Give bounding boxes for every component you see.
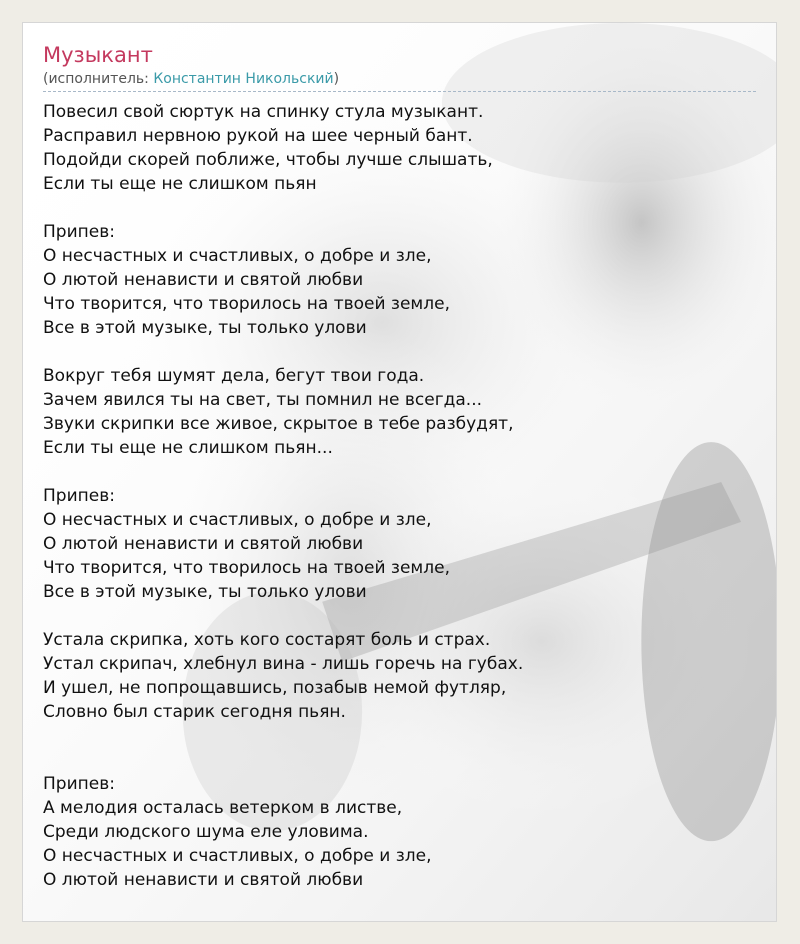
lyric-line: Все в этой музыке, ты только улови [43,318,367,338]
lyric-line: О несчастных и счастливых, о добре и зле, [43,510,432,530]
lyric-line: О несчастных и счастливых, о добре и зле, [43,846,432,866]
lyrics-card [22,22,777,922]
performer-line [43,69,756,92]
lyric-line: Среди людского шума еле уловима. [43,822,369,842]
lyrics-text [43,100,756,892]
lyric-line: Все в этой музыке, ты только улови [43,582,367,602]
stanza-gap [43,196,756,220]
stanza-gap [43,724,756,748]
stanza-gap [43,340,756,364]
performer-prefix: (исполнитель: [43,71,154,87]
lyric-line: Припев: [43,774,115,794]
lyric-line: О лютой ненависти и святой любви [43,870,364,890]
lyric-line: Устал скрипач, хлебнул вина - лишь горечь на губах. [43,654,524,674]
lyric-line: Что творится, что творилось на твоей земле, [43,558,450,578]
lyric-line: Подойди скорей поближе, чтобы лучше слышать, [43,150,493,170]
lyric-line: Припев: [43,486,115,506]
stanza-gap [43,604,756,628]
artist-link[interactable]: Константин Никольский [153,71,334,87]
lyric-line: И ушел, не попрощавшись, позабыв немой футляр, [43,678,507,698]
lyric-line: О несчастных и счастливых, о добре и зле, [43,246,432,266]
lyric-line: Расправил нервною рукой на шее черный бант. [43,126,473,146]
lyric-line: А мелодия осталась ветерком в листве, [43,798,403,818]
lyric-line: Что творится, что творилось на твоей земле, [43,294,450,314]
lyric-line: Если ты еще не слишком пьян... [43,438,333,458]
lyric-line: Если ты еще не слишком пьян [43,174,317,194]
song-title: Музыкант [43,43,153,67]
song-content [43,41,756,892]
lyric-line: Зачем явился ты на свет, ты помнил не всегда... [43,390,483,410]
lyric-line: О лютой ненависти и святой любви [43,534,364,554]
lyric-line: Повесил свой сюртук на спинку стула музыкант. [43,102,484,122]
lyric-line: Звуки скрипки все живое, скрытое в тебе разбудят, [43,414,514,434]
lyric-line: Устала скрипка, хоть кого состарят боль и страх. [43,630,491,650]
stanza-gap [43,460,756,484]
lyric-line: О лютой ненависти и святой любви [43,270,364,290]
stanza-gap [43,748,756,772]
lyric-line: Словно был старик сегодня пьян. [43,702,346,722]
performer-suffix: ) [333,71,340,87]
lyric-line: Вокруг тебя шумят дела, бегут твои года. [43,366,425,386]
lyric-line: Припев: [43,222,115,242]
